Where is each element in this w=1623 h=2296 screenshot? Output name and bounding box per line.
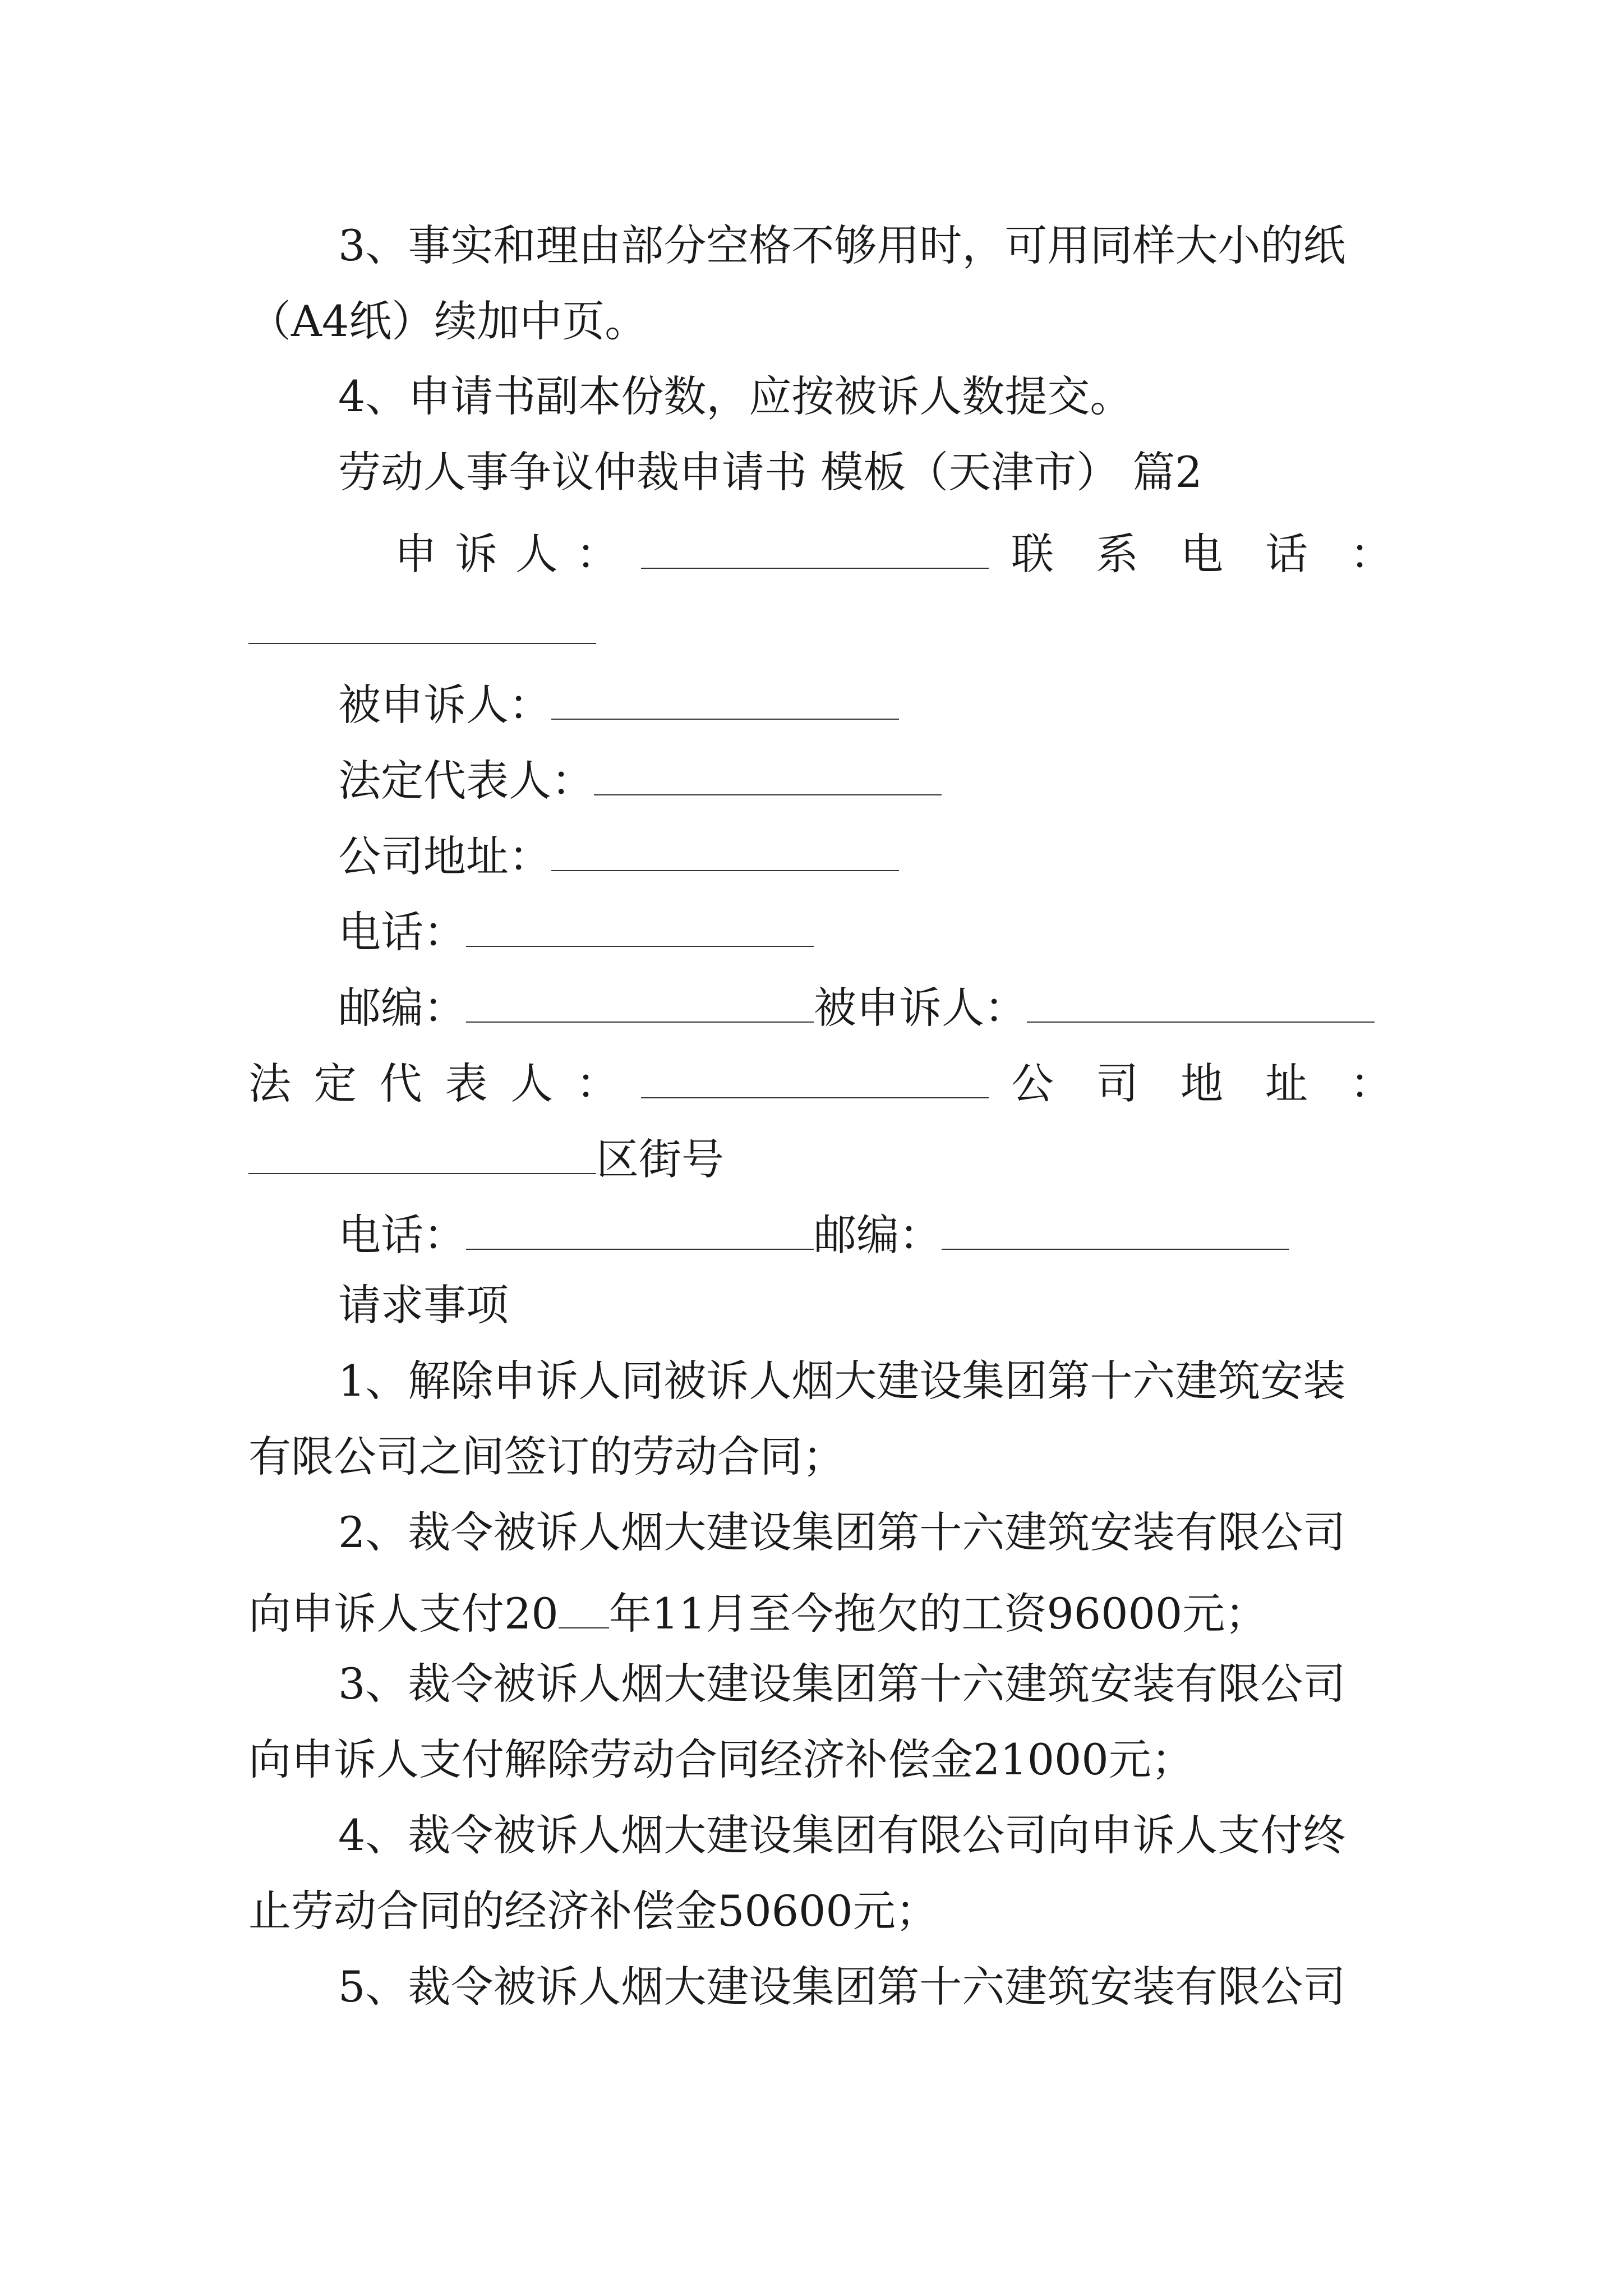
postcode-row	[338, 974, 1393, 1036]
company-address-label: 公司地址：	[338, 831, 551, 881]
note-item-3-line2: （A4纸）续加中页。	[248, 296, 648, 346]
legal-rep2-blank[interactable]	[641, 1050, 989, 1098]
claim-2-line2	[248, 1580, 1393, 1642]
contact-phone-row	[248, 596, 1393, 657]
company-address2-blank[interactable]	[248, 1126, 596, 1174]
legal-rep-blank[interactable]	[594, 747, 942, 795]
appellant-blank[interactable]	[641, 521, 989, 569]
phone-label: 电话：	[338, 907, 466, 957]
section-heading: 劳动人事争议仲裁申请书 模板（天津市） 篇2	[338, 447, 1202, 497]
company-address-blank[interactable]	[551, 823, 899, 871]
contact-phone-blank[interactable]	[248, 596, 596, 644]
claim-4-line1: 4、裁令被诉人烟大建设集团有限公司向申诉人支付终	[338, 1810, 1346, 1860]
respondent-blank[interactable]	[551, 671, 899, 720]
appellant-row	[338, 521, 1393, 582]
respondent2-label: 被申诉人：	[814, 983, 1027, 1033]
legal-rep2-row	[248, 1050, 1393, 1112]
claim-4-line2: 止劳动合同的经济补偿金50600元；	[248, 1886, 938, 1936]
note-item-4: 4、申请书副本份数，应按被诉人数提交。	[338, 371, 1133, 421]
claims-title: 请求事项	[338, 1280, 509, 1330]
postcode-blank[interactable]	[466, 974, 814, 1023]
claim-2-post: 年11月至今拖欠的工资96000元；	[608, 1589, 1268, 1639]
phone2-blank[interactable]	[466, 1202, 814, 1250]
legal-rep-label: 法定代表人：	[338, 756, 594, 806]
claim-1-line2: 有限公司之间签订的劳动合同；	[248, 1432, 845, 1481]
claim-1-line1: 1、解除申诉人同被诉人烟大建设集团第十六建筑安装	[338, 1356, 1346, 1406]
respondent2-blank[interactable]	[1027, 974, 1375, 1023]
legal-rep2-label: 法 定 代 表 人 ：	[248, 1059, 619, 1108]
postcode2-blank[interactable]	[942, 1202, 1289, 1250]
respondent-label: 被申诉人：	[338, 680, 551, 730]
phone2-row	[338, 1202, 1393, 1263]
address-suffix: 区街号	[596, 1134, 724, 1184]
year-blank[interactable]	[559, 1580, 609, 1628]
claim-2-line1: 2、裁令被诉人烟大建设集团第十六建筑安装有限公司	[338, 1507, 1346, 1557]
claim-2-pre: 向申诉人支付20	[248, 1589, 559, 1639]
appellant-label: 申 诉 人 ：	[394, 529, 619, 579]
company-address-row	[338, 823, 1393, 885]
contact-phone-label: 联 系 电 话 ：	[1011, 529, 1393, 579]
postcode2-label: 邮编：	[814, 1210, 942, 1260]
respondent-row	[338, 671, 1393, 733]
phone-blank[interactable]	[466, 899, 814, 947]
claim-3-line2: 向申诉人支付解除劳动合同经济补偿金21000元；	[248, 1734, 1194, 1784]
note-item-3-line1: 3、事实和理由部分空格不够用时，可用同样大小的纸	[338, 220, 1346, 270]
phone2-label: 电话：	[338, 1210, 466, 1260]
phone-row	[338, 899, 1393, 960]
company-address2-label: 公 司 地 址 ：	[1011, 1059, 1393, 1108]
claim-5-line1: 5、裁令被诉人烟大建设集团第十六建筑安装有限公司	[338, 1962, 1346, 2012]
legal-rep-row	[338, 747, 1393, 809]
address-row	[248, 1126, 1393, 1188]
claim-3-line1: 3、裁令被诉人烟大建设集团第十六建筑安装有限公司	[338, 1659, 1346, 1709]
postcode-label: 邮编：	[338, 983, 466, 1033]
